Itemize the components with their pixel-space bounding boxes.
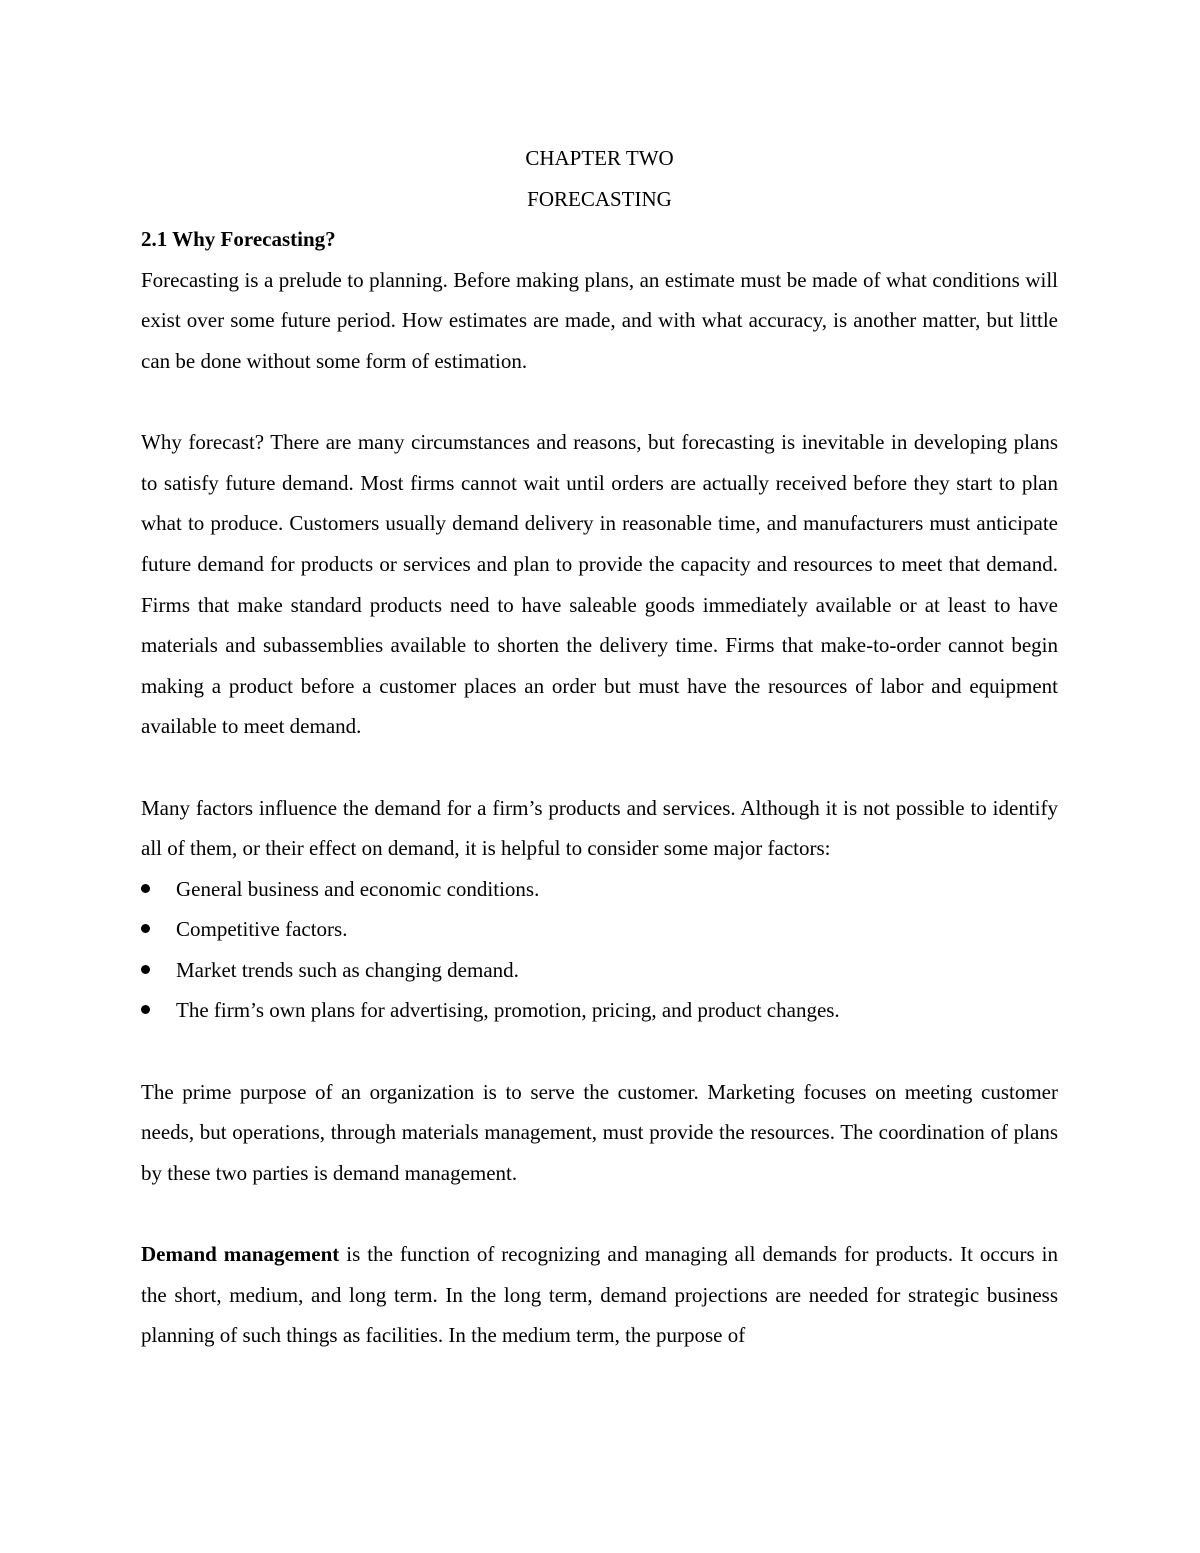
paragraph-gap [141,747,1058,788]
list-item-text: Competitive factors. [176,917,348,942]
list-item [141,869,1058,910]
paragraph-why-forecast: Why forecast? There are many circumstances and reasons, but forecasting is inevitable in developing plans to satisfy future demand. Most firms cannot wait until orders are actually received before they start to plan what to produce. Customers usually demand delivery in reasonable time, and manufacturers must anticipate future demand for products or services and plan to provide the capacity and resources to meet that demand. Firms that make standard products need to have saleable goods immediately available or at least to have materials and subassemblies available to shorten the delivery time. Firms that make-to-order cannot begin making a product before a customer places an order but must have the resources of labor and equipment available to meet demand. [141,430,1058,739]
bullet-icon [141,924,150,933]
paragraph-gap [141,1031,1058,1072]
demand-management-text: is the function of recognizing and managing all demands for products. It occurs in the short, medium, and long term. In the long term, demand projections are needed for strategic business planning of such things as facilities. In the medium term, the purpose of [141,1242,1058,1348]
paragraph-prime-purpose: The prime purpose of an organization is to serve the customer. Marketing focuses on meeting customer needs, but operations, through materials management, must provide the resources. The coordination of plans by these two parties is demand management. [141,1079,1058,1185]
paragraph-gap [141,382,1058,423]
factors-list [141,869,1058,1031]
list-item [141,990,1058,1031]
demand-management-term: Demand management [141,1242,340,1267]
list-item-text: General business and economic conditions. [176,876,540,901]
section-heading: 2.1 Why Forecasting? [141,227,336,252]
bullet-icon [141,965,150,974]
paragraph-gap [141,1193,1058,1234]
document-page [141,138,1058,1356]
chapter-title: FORECASTING [527,186,672,211]
list-item-text: Market trends such as changing demand. [176,957,519,982]
paragraph-demand-management [141,1234,1058,1356]
list-item [141,950,1058,991]
bullet-icon [141,884,150,893]
bullet-icon [141,1005,150,1014]
list-item [141,909,1058,950]
list-item-text: The firm’s own plans for advertising, promotion, pricing, and product changes. [176,998,840,1023]
chapter-label: CHAPTER TWO [525,146,674,170]
paragraph-demand-factors: Many factors influence the demand for a firm’s products and services. Although it is not possible to identify all of them, or their effect on demand, it is helpful to consider some major factors: [141,795,1058,861]
paragraph-why-forecasting: Forecasting is a prelude to planning. Before making plans, an estimate must be made of what conditions will exist over some future period. How estimates are made, and with what accuracy, is another matter, but little can be done without some form of estimation. [141,267,1058,373]
